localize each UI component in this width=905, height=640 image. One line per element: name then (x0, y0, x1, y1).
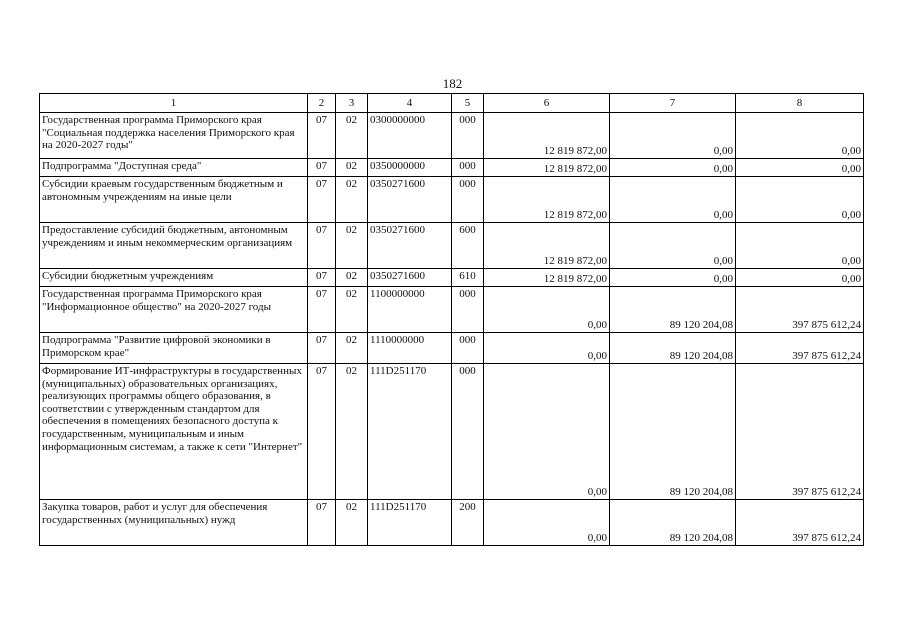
table-row (40, 333, 864, 364)
table-row (40, 113, 864, 159)
row-amount-1: 12 819 872,00 (484, 269, 610, 287)
row-amount-2: 89 120 204,08 (610, 287, 736, 333)
row-target-article: 111D251170 (368, 500, 452, 546)
row-section: 07 (308, 177, 336, 223)
row-name: Государственная программа Приморского края "Социальная поддержка населения Приморского края на 2020-2027 годы" (40, 113, 308, 159)
row-expense-type: 000 (452, 113, 484, 159)
table-row (40, 364, 864, 500)
row-amount-3: 0,00 (736, 159, 864, 177)
row-target-article: 0300000000 (368, 113, 452, 159)
row-target-article: 1110000000 (368, 333, 452, 364)
row-name: Закупка товаров, работ и услуг для обеспечения государственных (муниципальных) нужд (40, 500, 308, 546)
row-section: 07 (308, 333, 336, 364)
row-amount-1: 12 819 872,00 (484, 223, 610, 269)
row-section: 07 (308, 159, 336, 177)
row-amount-1: 12 819 872,00 (484, 177, 610, 223)
row-name: Формирование ИТ-инфраструктуры в государственных (муниципальных) образовательных организациях, реализующих программы общего образования, в соответствии с утвержденным стандартом для обеспечения в помещениях безопасного доступа к государственным, муниципальным и иным информационным системам, а также к сети "Интернет" (40, 364, 308, 500)
row-subsection: 02 (336, 113, 368, 159)
row-section: 07 (308, 364, 336, 500)
row-expense-type: 000 (452, 287, 484, 333)
row-target-article: 0350271600 (368, 269, 452, 287)
header-cell: 3 (336, 94, 368, 113)
table-row (40, 177, 864, 223)
row-amount-2: 89 120 204,08 (610, 500, 736, 546)
row-amount-3: 0,00 (736, 269, 864, 287)
row-amount-1: 12 819 872,00 (484, 113, 610, 159)
row-amount-2: 89 120 204,08 (610, 333, 736, 364)
row-expense-type: 610 (452, 269, 484, 287)
row-expense-type: 000 (452, 159, 484, 177)
row-subsection: 02 (336, 364, 368, 500)
table-row (40, 287, 864, 333)
row-target-article: 0350271600 (368, 223, 452, 269)
row-amount-2: 89 120 204,08 (610, 364, 736, 500)
row-expense-type: 200 (452, 500, 484, 546)
header-cell: 8 (736, 94, 864, 113)
row-subsection: 02 (336, 287, 368, 333)
row-subsection: 02 (336, 223, 368, 269)
row-section: 07 (308, 287, 336, 333)
row-subsection: 02 (336, 177, 368, 223)
row-amount-2: 0,00 (610, 113, 736, 159)
row-target-article: 0350271600 (368, 177, 452, 223)
header-row (40, 94, 864, 113)
row-expense-type: 000 (452, 177, 484, 223)
row-amount-3: 0,00 (736, 223, 864, 269)
row-subsection: 02 (336, 269, 368, 287)
row-section: 07 (308, 223, 336, 269)
row-amount-2: 0,00 (610, 269, 736, 287)
row-amount-3: 0,00 (736, 177, 864, 223)
row-name: Предоставление субсидий бюджетным, автономным учреждениям и иным некоммерческим организациям (40, 223, 308, 269)
header-cell: 7 (610, 94, 736, 113)
row-section: 07 (308, 500, 336, 546)
row-subsection: 02 (336, 500, 368, 546)
page-number: 182 (442, 76, 463, 91)
row-target-article: 111D251170 (368, 364, 452, 500)
row-amount-2: 0,00 (610, 177, 736, 223)
budget-table (39, 93, 864, 546)
row-name: Субсидии бюджетным учреждениям (40, 269, 308, 287)
row-target-article: 1100000000 (368, 287, 452, 333)
row-subsection: 02 (336, 159, 368, 177)
row-amount-3: 397 875 612,24 (736, 287, 864, 333)
table-row (40, 159, 864, 177)
header-cell: 4 (368, 94, 452, 113)
row-amount-3: 0,00 (736, 113, 864, 159)
row-section: 07 (308, 269, 336, 287)
row-expense-type: 000 (452, 333, 484, 364)
header-cell: 1 (40, 94, 308, 113)
row-amount-1: 12 819 872,00 (484, 159, 610, 177)
header-cell: 2 (308, 94, 336, 113)
row-amount-2: 0,00 (610, 223, 736, 269)
row-amount-1: 0,00 (484, 364, 610, 500)
header-cell: 6 (484, 94, 610, 113)
header-cell: 5 (452, 94, 484, 113)
row-amount-2: 0,00 (610, 159, 736, 177)
row-amount-1: 0,00 (484, 287, 610, 333)
table-row (40, 223, 864, 269)
table-row (40, 500, 864, 546)
row-name: Субсидии краевым государственным бюджетным и автономным учреждениям на иные цели (40, 177, 308, 223)
row-name: Подпрограмма "Доступная среда" (40, 159, 308, 177)
row-name: Государственная программа Приморского края "Информационное общество" на 2020-2027 годы (40, 287, 308, 333)
row-amount-3: 397 875 612,24 (736, 500, 864, 546)
row-target-article: 0350000000 (368, 159, 452, 177)
row-expense-type: 000 (452, 364, 484, 500)
row-amount-1: 0,00 (484, 500, 610, 546)
row-amount-3: 397 875 612,24 (736, 333, 864, 364)
row-expense-type: 600 (452, 223, 484, 269)
row-subsection: 02 (336, 333, 368, 364)
row-section: 07 (308, 113, 336, 159)
row-amount-3: 397 875 612,24 (736, 364, 864, 500)
row-name: Подпрограмма "Развитие цифровой экономики в Приморском крае" (40, 333, 308, 364)
row-amount-1: 0,00 (484, 333, 610, 364)
table-row (40, 269, 864, 287)
